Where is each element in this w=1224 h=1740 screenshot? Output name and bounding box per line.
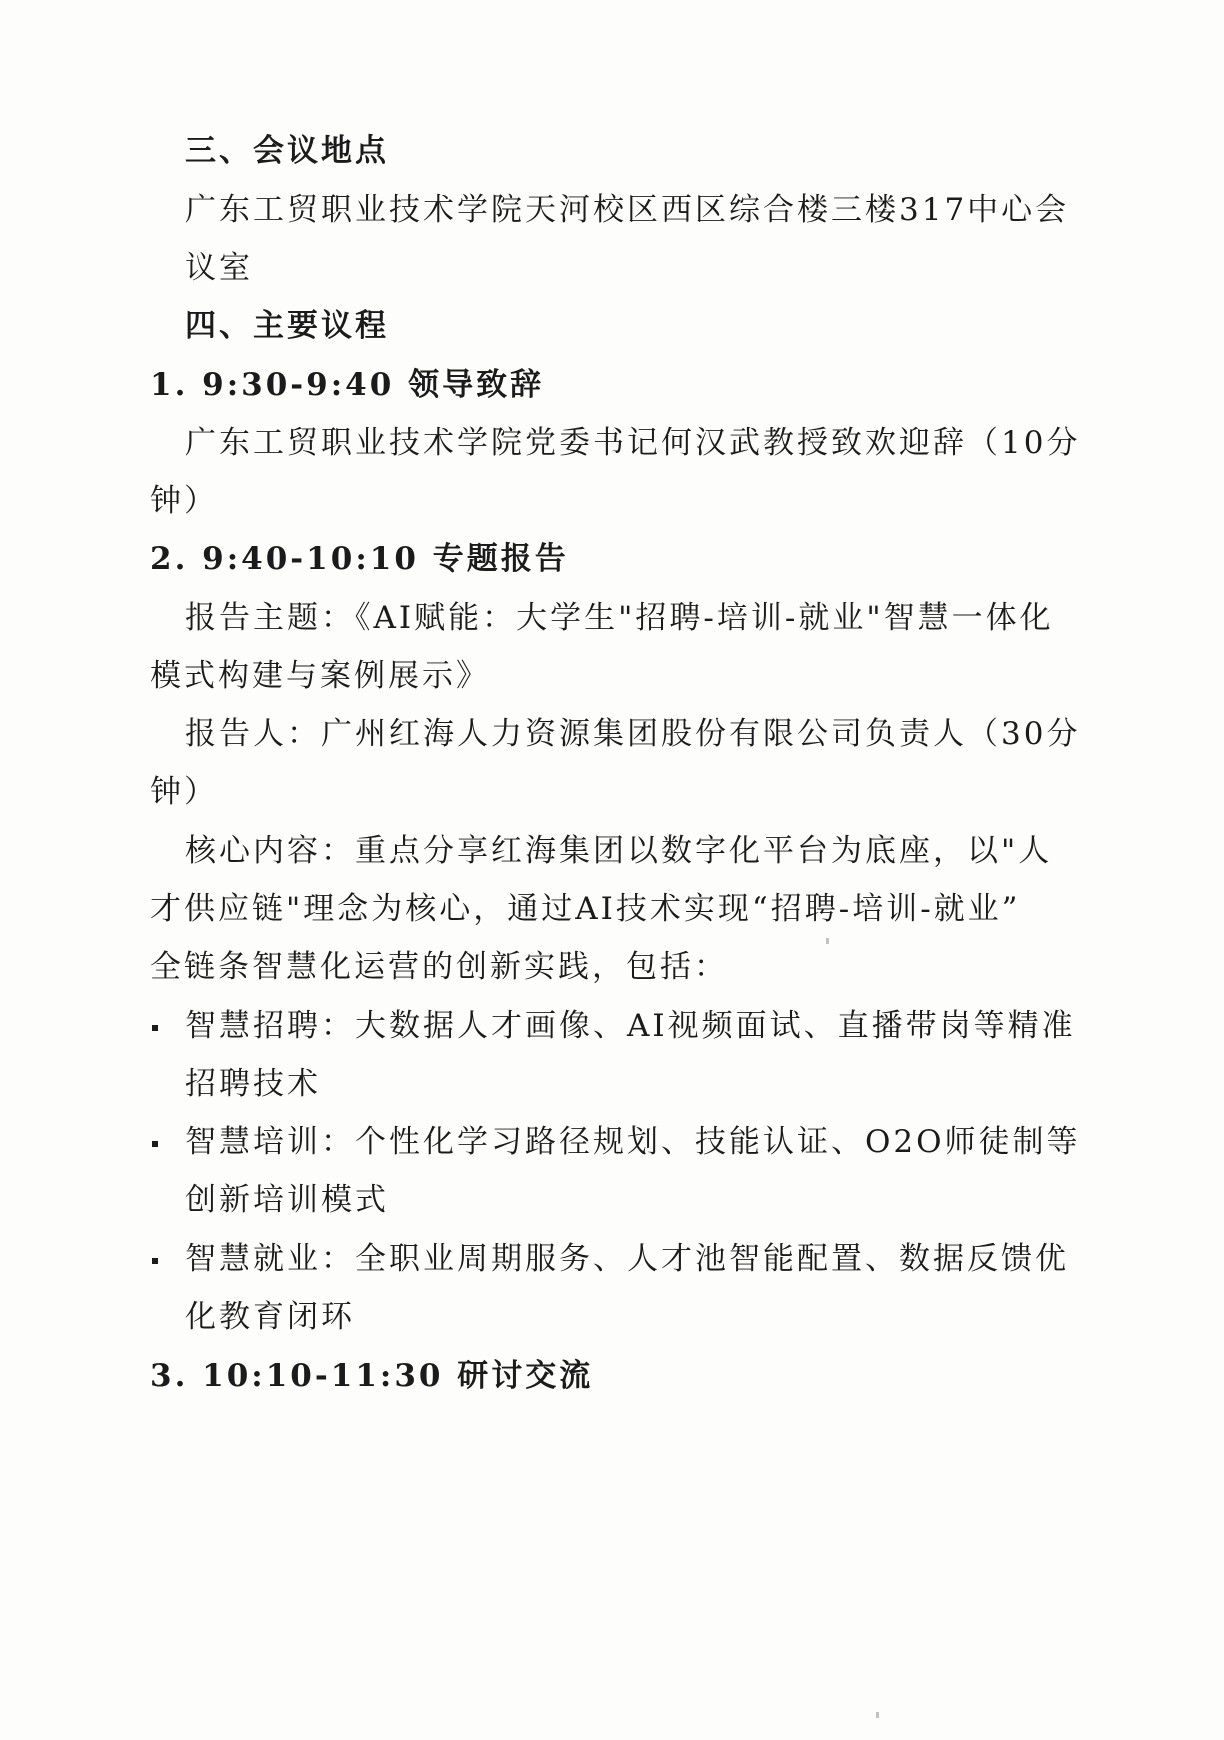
report-topic-line-2: 模式构建与案例展示》 [150,658,490,694]
agenda-item-1-title: 1. 9:30-9:40 领导致辞 [150,367,545,403]
report-topic-line-1: 报告主题：《AI赋能：大学生"招聘-培训-就业"智慧一体化 [185,600,1054,636]
bullet-1-line-1: 智慧招聘：大数据人才画像、AI视频面试、直播带岗等精准 [185,1008,1076,1044]
agenda-item-3-title: 3. 10:10-11:30 研讨交流 [150,1358,594,1394]
bullet-1-line-2: 招聘技术 [185,1066,321,1102]
bullet-3-line-2: 化教育闭环 [185,1299,355,1335]
venue-line-1: 广东工贸职业技术学院天河校区西区综合楼三楼317中心会 [185,192,1070,228]
bullet-square-icon [152,1258,158,1264]
core-content-line-2: 才供应链"理念为核心，通过AI技术实现“招聘-培训-就业” [150,891,1021,927]
agenda-item-2-title: 2. 9:40-10:10 专题报告 [150,541,569,577]
bullet-square-icon [152,1141,158,1147]
agenda-item-1-desc-line-1: 广东工贸职业技术学院党委书记何汉武教授致欢迎辞（10分 [185,425,1081,461]
core-content-line-1: 核心内容：重点分享红海集团以数字化平台为底座，以"人 [185,833,1053,869]
venue-heading: 三、会议地点 [185,133,389,169]
agenda-item-1-desc-line-2: 钟） [150,483,218,519]
bullet-3-line-1: 智慧就业：全职业周期服务、人才池智能配置、数据反馈优 [185,1241,1069,1277]
agenda-heading: 四、主要议程 [185,308,389,344]
scan-speck [876,1712,879,1718]
scan-speck [826,938,829,944]
report-speaker-line-2: 钟） [150,774,218,810]
bullet-2-line-1: 智慧培训：个性化学习路径规划、技能认证、O2O师徒制等 [185,1124,1081,1160]
venue-line-2: 议室 [185,250,253,286]
report-speaker-line-1: 报告人：广州红海人力资源集团股份有限公司负责人（30分 [185,716,1081,752]
bullet-square-icon [152,1025,158,1031]
bullet-2-line-2: 创新培训模式 [185,1182,389,1218]
core-content-line-3: 全链条智慧化运营的创新实践，包括： [150,949,728,985]
